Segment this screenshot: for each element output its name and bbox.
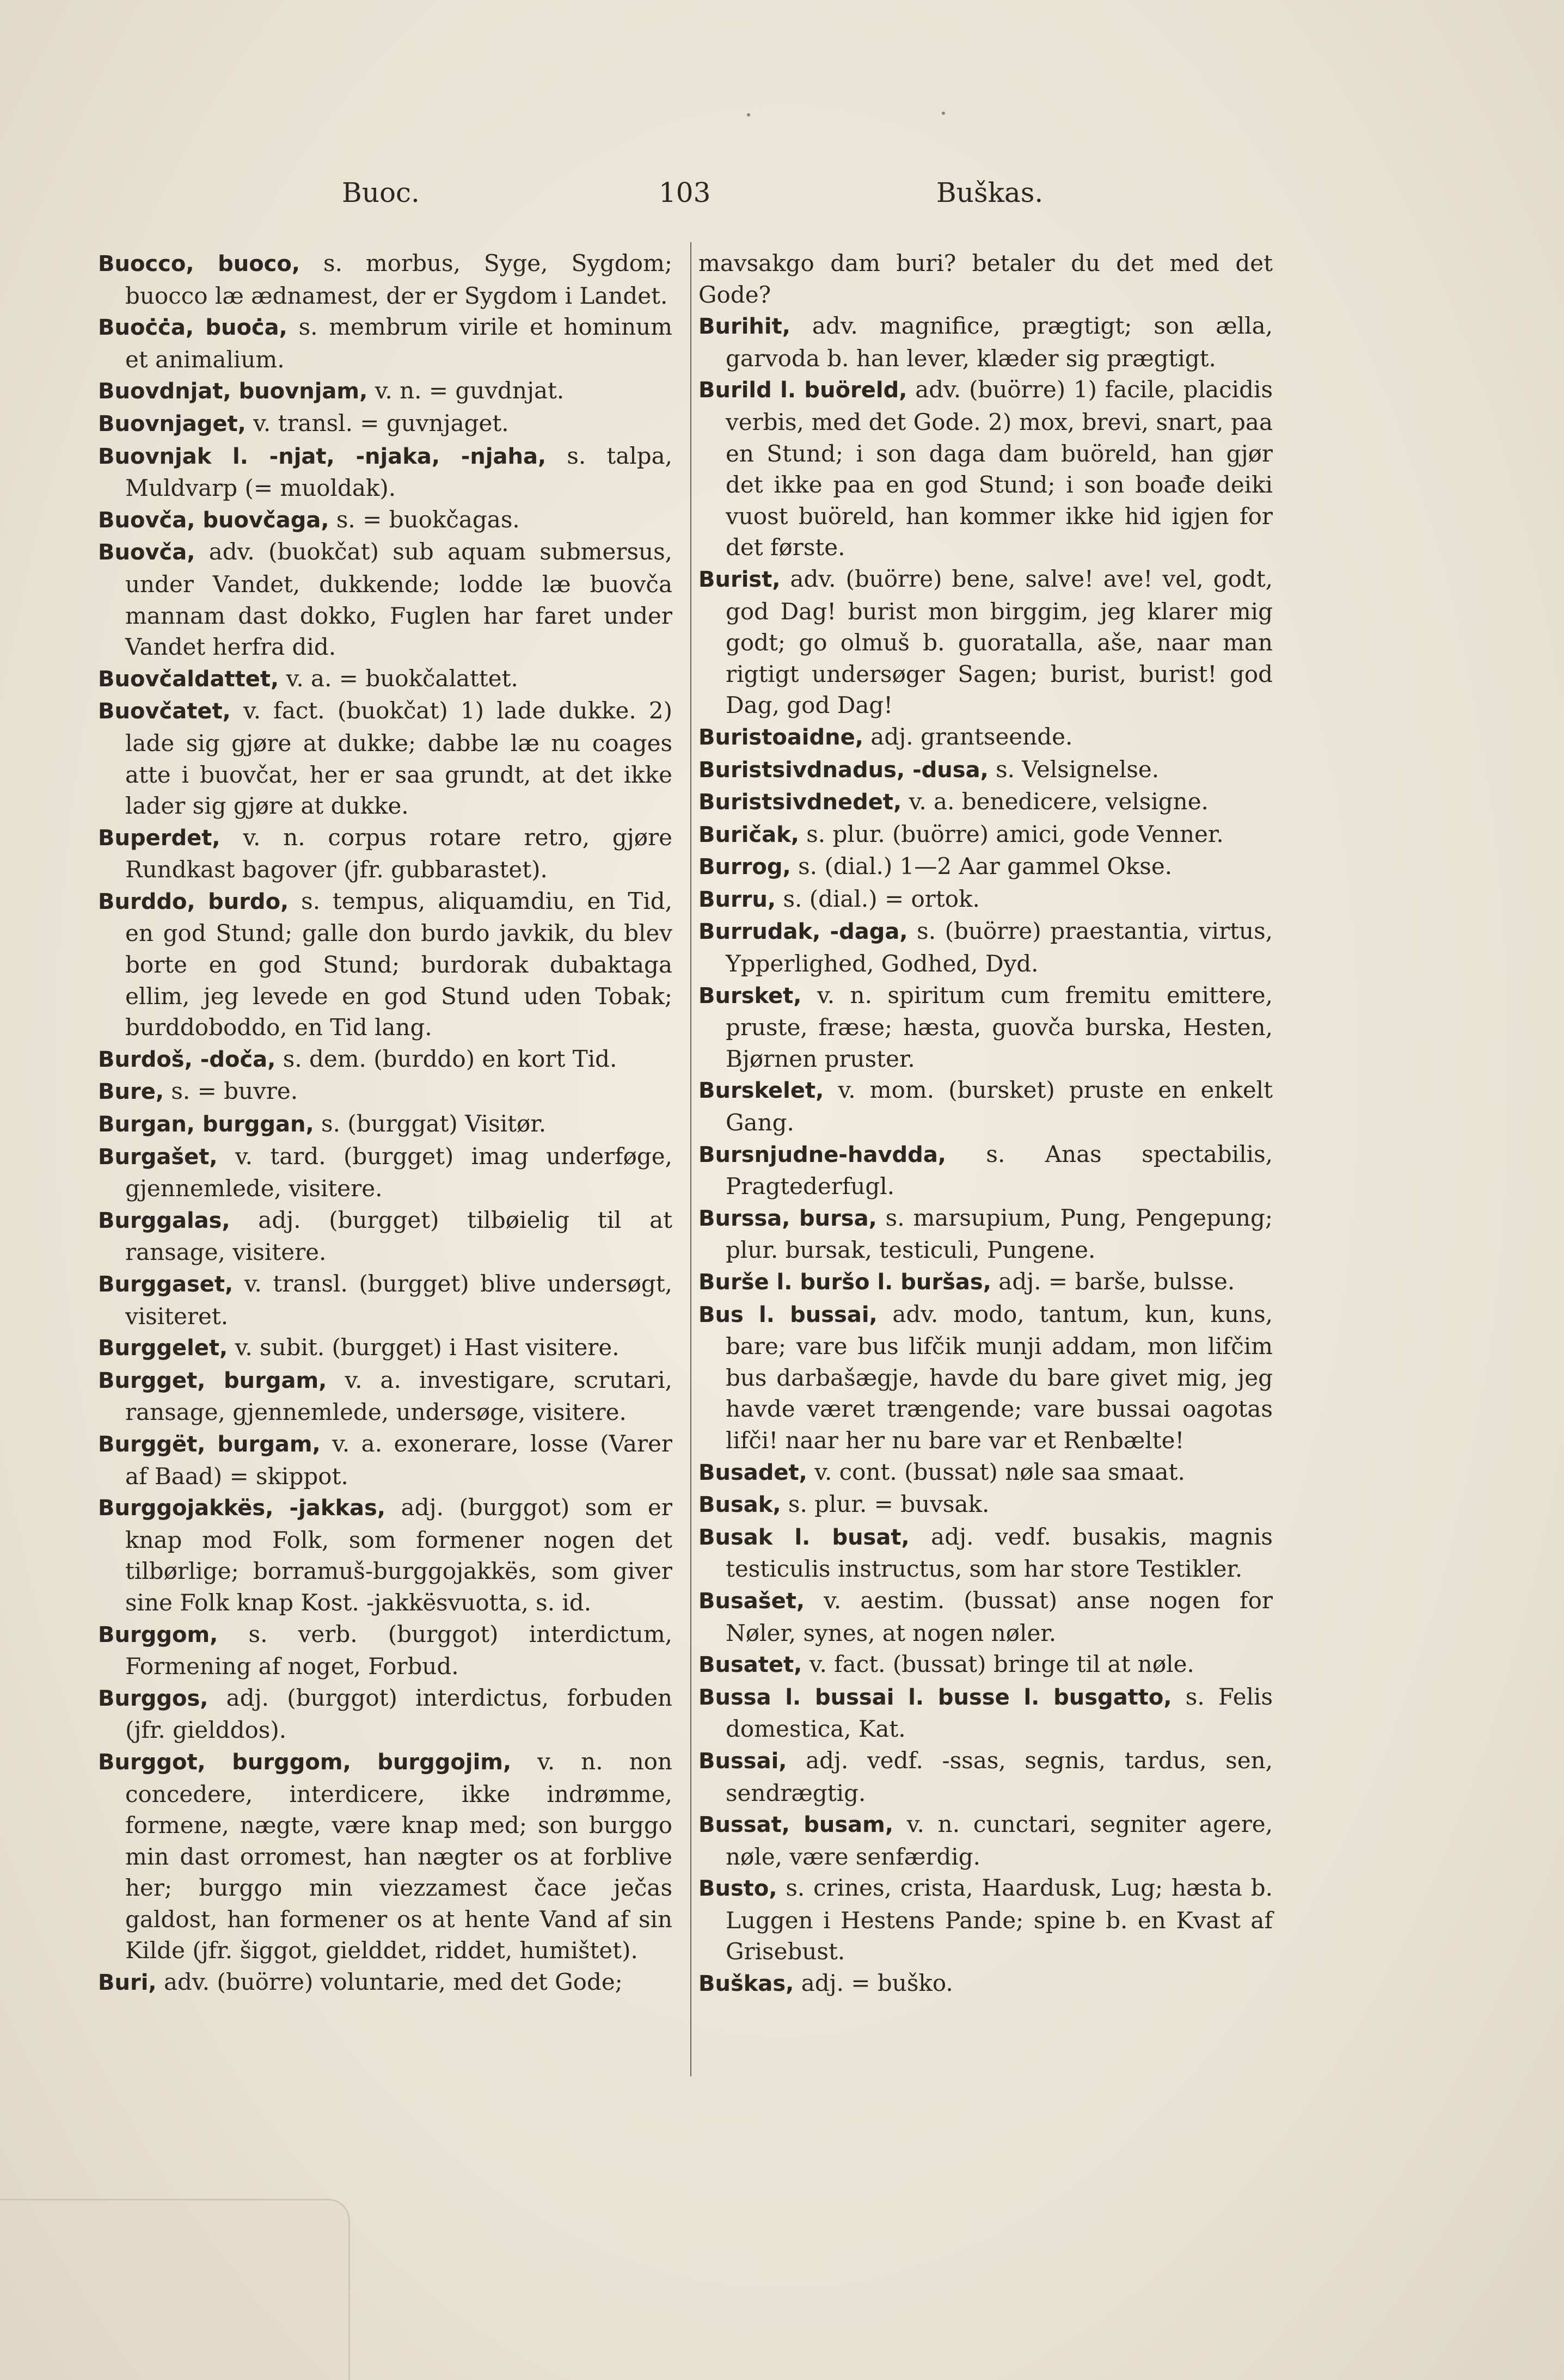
dictionary-entry <box>698 1809 1273 1872</box>
headword: Burggojakkës, -jakkas, <box>98 1496 386 1521</box>
headword: Bussai, <box>698 1748 787 1774</box>
paper-speck <box>942 112 945 115</box>
definition: v. n. non concedere, interdicere, ikke indrømme, formene, nægte, være knap med; son burggo min dast orromest, han nægter os at forblive her; burggo min viezzamest čace ječas galdost, han formener os at hente Vand af sin Kilde (jfr. šiggot, gielddet, riddet, humištet). <box>125 1748 672 1964</box>
definition: s. (burggat) Visitør. <box>314 1110 547 1137</box>
dictionary-entry <box>98 1332 672 1364</box>
dictionary-entry <box>698 721 1273 754</box>
headword: Buovčaldattet, <box>98 666 279 692</box>
dictionary-entry <box>698 1585 1273 1649</box>
definition: v. fact. (bussat) bringe til at nøle. <box>802 1651 1194 1678</box>
headword: Buškas, <box>698 1971 794 1997</box>
definition: v. n. = guvdnjat. <box>367 377 565 404</box>
definition: s. plur. = buvsak. <box>781 1491 990 1518</box>
headword: Bure, <box>98 1079 164 1105</box>
right-column <box>698 248 1273 2000</box>
headword: Burggët, burgam, <box>98 1431 321 1457</box>
definition: s. = buokčagas. <box>329 506 520 533</box>
dictionary-entry <box>98 375 672 408</box>
headword: Busatet, <box>698 1652 802 1678</box>
headword: Bursket, <box>698 983 802 1008</box>
headword: Burggaset, <box>98 1272 234 1297</box>
dictionary-entry <box>98 822 672 885</box>
dictionary-entry <box>698 1489 1273 1521</box>
definition: adv. modo, tantum, kun, kuns, bare; vare bus lifčik munji addam, mon lifčim bus darbašægje, havde du bare givet mig, jeg havde været trængende; vare bussai oagotas lifči! naar her nu bare var et Renbælte! <box>726 1300 1273 1454</box>
definition: s. (dial.) = ortok. <box>776 885 980 912</box>
dictionary-entry <box>98 440 672 504</box>
dictionary-entry <box>698 851 1273 883</box>
paper-speck <box>747 113 750 116</box>
definition: adv. (buörre) bene, salve! ave! vel, godt, god Dag! burist mon birggim, jeg klarer mig godt; go olmuš b. guoratalla, aše, naar man rigtigt undersøger Sagen; burist, burist! god Dag, god Dag! <box>726 565 1273 719</box>
headword: Busadet, <box>698 1460 807 1485</box>
dictionary-entry <box>98 663 672 696</box>
headword: Buovnjaget, <box>98 411 246 436</box>
definition: adv. magnifice, prægtigt; son ælla, garvoda b. han lever, klæder sig prægtigt. <box>726 312 1273 372</box>
dictionary-entry <box>98 1428 672 1492</box>
definition: v. transl. (burgget) blive undersøgt, visiteret. <box>125 1270 672 1330</box>
definition: s. talpa, Muldvarp (= muoldak). <box>125 442 672 502</box>
dictionary-entry <box>98 1043 672 1076</box>
definition: s. membrum virile et hominum et animalium. <box>125 313 673 373</box>
headword: Buovča, buovčaga, <box>98 507 329 533</box>
headword: Buoċċa, buoċa, <box>98 315 287 341</box>
definition: s. crines, crista, Haardusk, Lug; hæsta b. Luggen i Hestens Pande; spine b. en Kvast af Grisebust. <box>726 1874 1273 1965</box>
headword: Burggom, <box>98 1622 218 1647</box>
headword: Burdoš, -doča, <box>98 1047 276 1072</box>
definition: adj. vedf. busakis, magnis testiculis instructus, som har store Testikler. <box>726 1523 1273 1583</box>
headword: Buristsivdnadus, -dusa, <box>698 757 989 783</box>
definition: v. a. investigare, scrutari, ransage, gjennemlede, undersøge, visitere. <box>125 1366 672 1426</box>
dictionary-entry <box>698 1456 1273 1489</box>
definition: mavsakgo dam buri? betaler du det med det Gode? <box>698 250 1273 308</box>
dictionary-entry <box>698 786 1273 819</box>
entry-continuation <box>698 248 1273 310</box>
definition: v. cont. (bussat) nøle saa smaat. <box>807 1458 1185 1485</box>
headword: Buovča, <box>98 540 195 565</box>
definition: adj. vedf. -ssas, segnis, tardus, sen, sendrægtig. <box>726 1746 1273 1806</box>
dictionary-entry <box>98 504 672 537</box>
headword: Burrudak, -daga, <box>698 919 908 945</box>
dictionary-entry <box>98 248 672 311</box>
dictionary-entry <box>698 754 1273 786</box>
header-last-word: Buškas. <box>936 177 1044 208</box>
definition: v. n. cunctari, segniter agere, nøle, være senfærdig. <box>726 1811 1273 1870</box>
dictionary-entry <box>698 1872 1273 1967</box>
headword: Buristoaidne, <box>698 724 863 750</box>
left-column <box>98 248 672 1999</box>
dictionary-entry <box>98 1746 672 1966</box>
headword: Buristsivdnedet, <box>698 790 902 815</box>
headword: Buovnjak l. -njat, -njaka, -njaha, <box>98 444 547 469</box>
headword: Buovdnjat, buovnjam, <box>98 379 368 404</box>
definition: v. a. exonerare, losse (Varer af Baad) = skippot. <box>125 1430 672 1490</box>
headword: Burggelet, <box>98 1336 228 1361</box>
dictionary-entry <box>698 310 1273 374</box>
column-divider <box>690 242 691 2076</box>
definition: v. subit. (burgget) i Hast visitere. <box>228 1334 620 1361</box>
dictionary-entry <box>698 1202 1273 1266</box>
headword: Busak l. busat, <box>698 1524 910 1550</box>
dictionary-entry <box>698 1681 1273 1745</box>
headword: Burihit, <box>698 314 790 340</box>
headword: Buperdet, <box>98 825 220 851</box>
dictionary-entry <box>698 1299 1273 1456</box>
dictionary-entry <box>698 980 1273 1075</box>
definition: s. tempus, aliquamdiu, en Tid, en god Stund; galle don burdo javkik, du blev borte en god Stund; burdorak dubaktaga ellim, jeg levede en god Stund uden Tobak; burddoboddo, en Tid lang. <box>125 887 673 1041</box>
definition: v. n. corpus rotare retro, gjøre Rundkast bagover (jfr. gubbarastet). <box>125 823 672 883</box>
dictionary-entry <box>98 536 672 662</box>
dictionary-entry <box>98 1364 672 1428</box>
headword: Burild l. buöreld, <box>698 378 907 403</box>
dictionary-entry <box>698 915 1273 979</box>
dictionary-entry <box>98 311 672 375</box>
dictionary-entry <box>698 1649 1273 1681</box>
dictionary-entry <box>698 883 1273 916</box>
dictionary-entry <box>98 1141 672 1204</box>
headword: Burgašet, <box>98 1144 218 1170</box>
dictionary-entry <box>698 374 1273 563</box>
headword: Buri, <box>98 1970 157 1996</box>
definition: s. Anas spectabilis, Pragtederfugl. <box>726 1140 1273 1200</box>
definition: adv. (buörre) voluntarie, med det Gode; <box>156 1969 623 1996</box>
headword: Burgget, burgam, <box>98 1368 327 1393</box>
headword: Bussat, busam, <box>698 1812 894 1838</box>
definition: v. transl. = guvnjaget. <box>246 409 509 436</box>
headword: Busak, <box>698 1492 781 1518</box>
definition: s. marsupium, Pung, Pengepung; plur. bursak, testiculi, Pungene. <box>726 1204 1273 1264</box>
definition: adj. grantseende. <box>863 723 1073 750</box>
headword: Burggot, burggom, burggojim, <box>98 1749 512 1775</box>
dictionary-entry <box>98 408 672 440</box>
definition: v. mom. (bursket) pruste en enkelt Gang. <box>726 1077 1273 1136</box>
definition: adv. (buörre) 1) facile, placidis verbis, med det Gode. 2) mox, brevi, snart, paa en Stund; i son daga dam buöreld, han gjør det ikke paa en god Stund; i son boađe deiki vuost buöreld, han kommer ikke hid igjen for det første. <box>726 376 1273 561</box>
headword: Burskelet, <box>698 1078 824 1104</box>
definition: v. tard. (burgget) imag underføge, gjennemlede, visitere. <box>125 1142 672 1202</box>
dictionary-entry <box>98 1619 672 1682</box>
definition: s. dem. (burddo) en kort Tid. <box>275 1045 617 1072</box>
definition: adj. (burggot) som er knap mod Folk, som formener nogen det tilbørlige; borramuš-burggojakkës, som giver sine Folk knap Kost. -jakkësvuotta, s. id. <box>125 1494 672 1616</box>
dictionary-entry <box>698 1745 1273 1809</box>
headword: Burssa, bursa, <box>698 1206 877 1231</box>
definition: s. morbus, Syge, Sygdom; buocco læ ædnamest, der er Sygdom i Landet. <box>125 250 672 309</box>
headword: Buričak, <box>698 822 799 847</box>
dictionary-entry <box>698 1967 1273 2000</box>
dictionary-entry <box>98 1108 672 1141</box>
dictionary-entry <box>98 1204 672 1268</box>
definition: adj. (burgget) tilbøielig til at ransage, visitere. <box>125 1206 672 1266</box>
dictionary-entry <box>98 1492 672 1618</box>
dictionary-entry <box>98 885 672 1043</box>
definition: v. fact. (buokčat) 1) lade dukke. 2) lade sig gjøre at dukke; dabbe læ nu coages atte i buovčat, her er saa grundt, at det ikke lader sig gjøre at dukke. <box>125 697 672 820</box>
dictionary-entry <box>98 1682 672 1746</box>
dictionary-entry <box>698 1266 1273 1299</box>
header-first-word: Buoc. <box>342 177 420 208</box>
headword: Bus l. bussai, <box>698 1302 878 1327</box>
page-corner-shadow <box>0 2199 350 2380</box>
headword: Busašet, <box>698 1588 805 1614</box>
definition: adv. (buokčat) sub aquam submersus, under Vandet, dukkende; lodde læ buovča mannam dast dokko, Fuglen har faret under Vandet herfra did. <box>125 538 672 661</box>
dictionary-entry <box>698 819 1273 851</box>
headword: Burggalas, <box>98 1208 230 1233</box>
dictionary-entry <box>98 695 672 821</box>
headword: Buovčatet, <box>98 699 231 724</box>
dictionary-entry <box>698 563 1273 721</box>
headword: Bursnjudne-havdda, <box>698 1142 946 1167</box>
headword: Burgan, burggan, <box>98 1112 314 1137</box>
dictionary-entry <box>98 1966 672 1999</box>
definition: s. Felis domestica, Kat. <box>726 1683 1273 1743</box>
definition: adj. = buško. <box>794 1970 953 1997</box>
headword: Burist, <box>698 567 781 592</box>
dictionary-entry <box>698 1521 1273 1585</box>
definition: s. verb. (burggot) interdictum, Formening af noget, Forbud. <box>125 1620 672 1680</box>
headword: Burše l. buršo l. buršas, <box>698 1270 991 1295</box>
definition: v. a. benedicere, velsigne. <box>901 788 1209 815</box>
definition: v. a. = buokčalattet. <box>279 665 518 692</box>
headword: Bussa l. bussai l. busse l. busgatto, <box>698 1684 1172 1710</box>
definition: s. (buörre) praestantia, virtus, Ypperlighed, Godhed, Dyd. <box>726 918 1273 977</box>
running-header <box>0 177 1564 220</box>
dictionary-entry <box>698 1074 1273 1138</box>
definition: v. aestim. (bussat) anse nogen for Nøler, synes, at nogen nøler. <box>726 1586 1273 1646</box>
definition: s. Velsignelse. <box>988 755 1160 783</box>
headword: Burrog, <box>698 854 791 880</box>
dictionary-entry <box>698 1139 1273 1202</box>
dictionary-entry <box>98 1075 672 1108</box>
definition: adj. = barše, bulsse. <box>991 1268 1235 1295</box>
headword: Buocco, buoco, <box>98 251 300 276</box>
definition: s. = buvre. <box>164 1078 298 1105</box>
headword: Burddo, burdo, <box>98 889 289 914</box>
headword: Busto, <box>698 1876 777 1902</box>
headword: Burggos, <box>98 1686 208 1711</box>
definition: s. (dial.) 1—2 Aar gammel Okse. <box>790 853 1173 880</box>
dictionary-entry <box>98 1268 672 1332</box>
definition: s. plur. (buörre) amici, gode Venner. <box>799 820 1224 847</box>
definition: adj. (burggot) interdictus, forbuden (jfr. gielddos). <box>125 1684 672 1744</box>
definition: v. n. spiritum cum fremitu emittere, pruste, fræse; hæsta, guovča burska, Hesten, Bjørnen pruster. <box>726 981 1273 1072</box>
page-number: 103 <box>659 177 711 208</box>
headword: Burru, <box>698 887 776 912</box>
